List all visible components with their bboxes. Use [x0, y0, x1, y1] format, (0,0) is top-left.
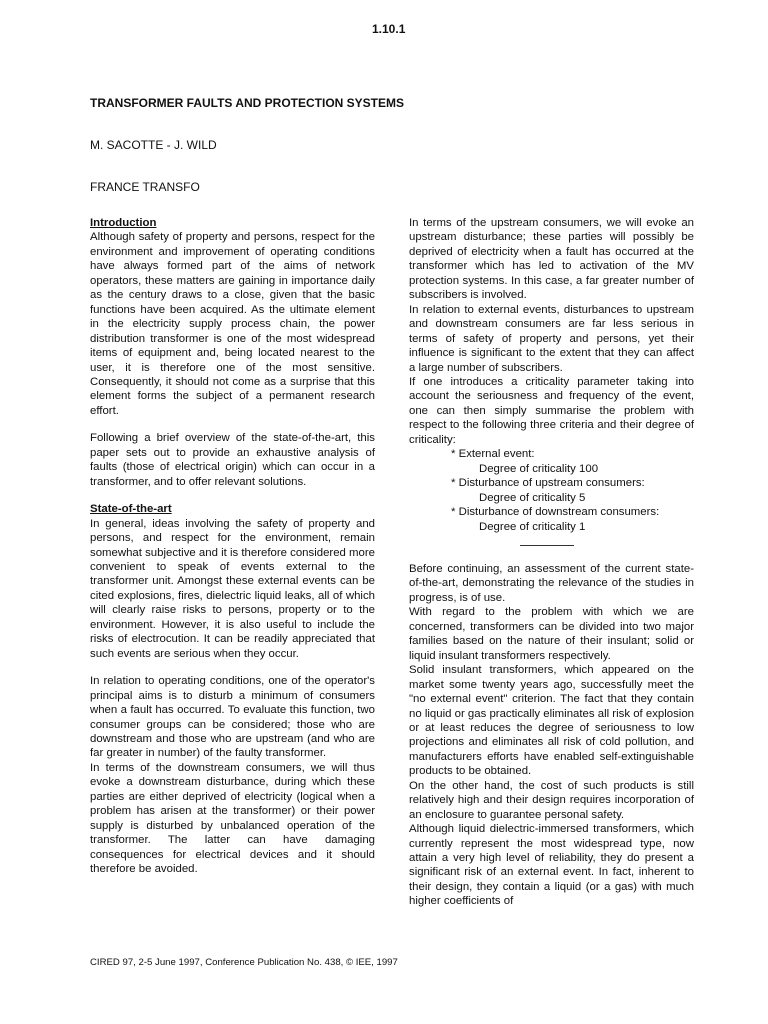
section-divider	[520, 545, 574, 546]
list-item	[409, 447, 694, 476]
criticality-list	[409, 447, 694, 534]
paragraph: If one introduces a criticality parameter taking into account the seriousness and frequency of the event, one can then simply summarise the problem with respect to the following three criteria and their degree of criticality:	[409, 375, 694, 446]
right-column	[409, 216, 694, 909]
criterion-label: * Disturbance of downstream consumers:	[451, 506, 660, 519]
left-column	[90, 216, 375, 876]
affiliation: FRANCE TRANSFO	[90, 180, 200, 194]
paragraph-gap	[90, 418, 375, 431]
paragraph-gap	[90, 489, 375, 502]
state-of-the-art-heading: State-of-the-art	[90, 503, 172, 516]
paragraph: Although liquid dielectric-immersed transformers, which currently represent the most widespread type, now attain a very high level of reliability, they do present a significant risk of an external event. In fact, inherent to their design, they contain a liquid (or a gas) with much higher coefficients of	[409, 823, 694, 908]
paragraph: In relation to operating conditions, one of the operator's principal aims is to disturb a minimum of consumers when a fault has occurred. To evaluate this function, two consumer groups can be considered; those who are downstream and those who are upstream (and who are far greater in number) of the faulty transformer.	[90, 675, 375, 760]
paragraph: On the other hand, the cost of such products is still relatively high and their design requires incorporation of an enclosure to guarantee personal safety.	[409, 779, 694, 821]
paper-title: TRANSFORMER FAULTS AND PROTECTION SYSTEMS	[90, 96, 405, 110]
authors: M. SACOTTE - J. WILD	[90, 138, 217, 152]
paragraph: In general, ideas involving the safety of property and persons, and respect for the environment, remain somewhat subjective and it is therefore considered more convenient to speak of events external to the transformer unit. Amongst these external events can be cited explosions, fires, dielectric liquid leaks, all of which will clearly raise risks to persons, property or to the environment. However, it is also useful to include the risks of electrocution. It can be readily appreciated that such events are serious when they occur.	[90, 517, 375, 660]
paragraph: With regard to the problem with which we are concerned, transformers can be divided into two major families based on the nature of their insulant; solid or liquid insulant transformers respectively.	[409, 606, 694, 662]
page-number: 1.10.1	[372, 22, 406, 36]
paragraph: Before continuing, an assessment of the current state-of-the-art, demonstrating the relevance of the studies in progress, is of use.	[409, 562, 694, 604]
criterion-degree: Degree of criticality 1	[479, 520, 586, 533]
list-item	[409, 505, 694, 534]
criterion-degree: Degree of criticality 100	[479, 462, 599, 475]
criterion-label: * Disturbance of upstream consumers:	[451, 477, 645, 490]
paragraph-gap	[90, 661, 375, 674]
paragraph: In terms of the upstream consumers, we will evoke an upstream disturbance; these parties will possibly be deprived of electricity when a fault has occurred at the transformer which has led to activation of the MV protection systems. In this case, a far greater number of subscribers is involved.	[409, 217, 694, 302]
footer-citation: CIRED 97, 2-5 June 1997, Conference Publication No. 438, © IEE, 1997	[90, 957, 398, 968]
paragraph: Although safety of property and persons, respect for the environment and improvement of operating conditions have always formed part of the aims of network operators, these matters are gaining in importance daily as the century draws to a close, given that the basic functions have been acquired. As the ultimate element in the electricity supply process chain, the power distribution transformer is one of the most widespread items of equipment and, being located nearest to the user, it is therefore one of the most sensitive. Consequently, it should not come as a surprise that this element forms the subject of a permanent research effort.	[90, 231, 375, 417]
paragraph: Solid insulant transformers, which appeared on the market some twenty years ago, successfully meet the "no external event" criterion. The fact that they contain no liquid or gas practically eliminates all risk of explosion or at least reduces the degree of seriousness to low projections and eliminates all risk of cold pollution, and manufacturers efforts have enabled self-extinguishable products to be obtained.	[409, 664, 694, 778]
paragraph: In terms of the downstream consumers, we will thus evoke a downstream disturbance, during which these parties are either deprived of electricity (logical when a problem has arisen at the transformer) or their power supply is disturbed by unbalanced operation of the transformer. The latter can have damaging consequences for electrical devices and it should therefore be avoided.	[90, 761, 375, 876]
paragraph: Following a brief overview of the state-of-the-art, this paper sets out to provide an exhaustive analysis of faults (those of electrical origin) which can occur in a transformer, and to offer relevant solutions.	[90, 432, 375, 488]
criterion-degree: Degree of criticality 5	[479, 491, 586, 504]
introduction-heading: Introduction	[90, 217, 157, 229]
list-item	[409, 476, 694, 505]
criterion-label: * External event:	[451, 448, 535, 461]
paragraph: In relation to external events, disturbances to upstream and downstream consumers are far less serious in terms of safety of property and persons, yet their influence is significant to the extent that they can affect a large number of subscribers.	[409, 303, 694, 374]
